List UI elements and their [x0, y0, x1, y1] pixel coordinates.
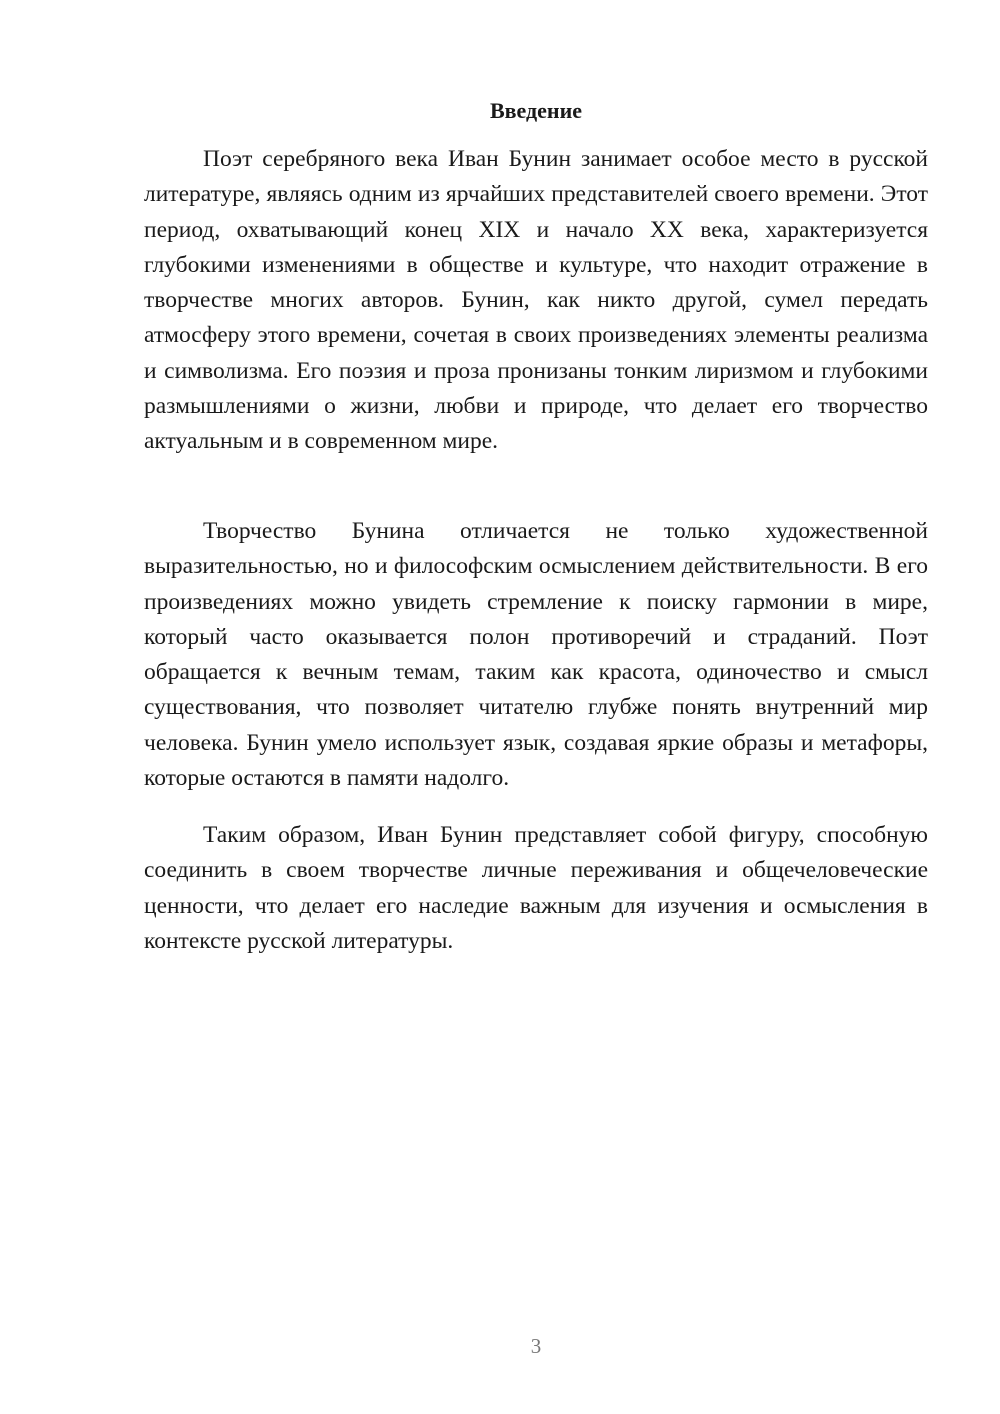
- section-title: Введение: [489, 98, 583, 123]
- paragraph-3: Таким образом, Иван Бунин представляет собой фигуру, способную соединить в своем творчестве личные переживания и общечеловеческие ценности, что делает его наследие важным для изучения и осмысления в контексте русской литературы.: [144, 822, 928, 954]
- page-number: 3: [530, 1334, 542, 1358]
- paragraph-2: Творчество Бунина отличается не только художественной выразительностью, но и философским осмыслением действительности. В его произведениях можно увидеть стремление к поиску гармонии в мире, который часто оказывается полон противоречий и страданий. Поэт обращается к вечным темам, таким как красота, одиночество и смысл существования, что позволяет читателю глубже понять внутренний мир человека. Бунин умело использует язык, создавая яркие образы и метафоры, которые остаются в памяти надолго.: [144, 518, 928, 792]
- paragraph-1: Поэт серебряного века Иван Бунин занимает особое место в русской литературе, являясь одним из ярчайших представителей своего времени. Этот период, охватывающий конец XIX и начало XX века, характеризуется глубокими изменениями в обществе и культуре, что находит отражение в творчестве многих авторов. Бунин, как никто другой, сумел передать атмосферу этого времени, сочетая в своих произведениях элементы реализма и символизма. Его поэзия и проза пронизаны тонким лиризмом и глубокими размышлениями о жизни, любви и природе, что делает его творчество актуальным и в современном мире.: [144, 146, 928, 455]
